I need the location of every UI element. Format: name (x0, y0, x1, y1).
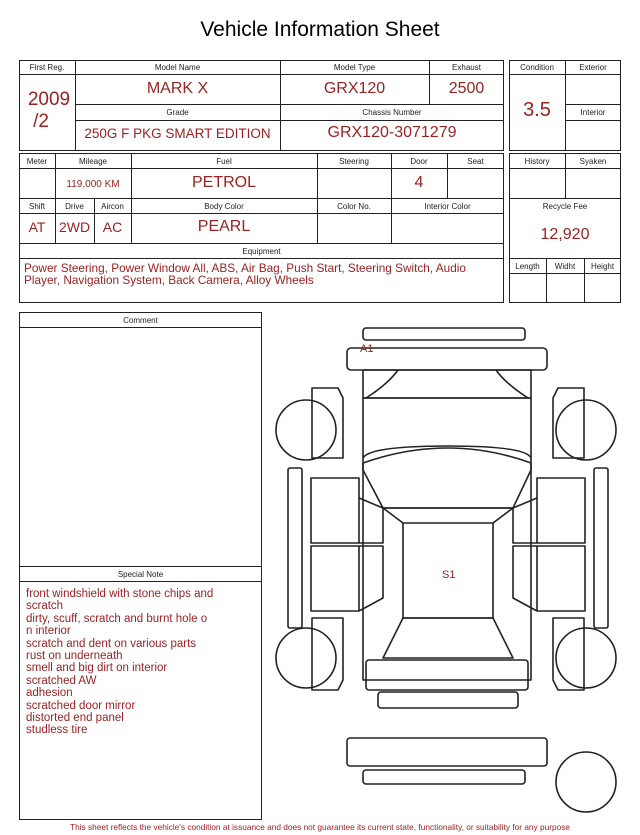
drive-label: Drive (65, 202, 84, 211)
right-rear-wheel (556, 628, 616, 688)
page-title: Vehicle Information Sheet (200, 18, 440, 41)
left-front-fender (312, 388, 343, 458)
mark-front: A1 (360, 343, 374, 355)
model-type-value: GRX120 (323, 80, 386, 97)
special-note-line: scratched door mirror (26, 699, 136, 712)
exhaust-value: 2500 (448, 80, 485, 97)
body-color-label: Body Color (204, 202, 244, 211)
rear-lower-part (363, 770, 525, 784)
recycle-fee-label: Recycle Fee (542, 202, 588, 211)
special-note-line: scratch and dent on various parts (26, 637, 197, 650)
condition-label: Condition (520, 63, 554, 72)
equipment-label: Equipment (242, 247, 281, 256)
special-note-line: n interior (26, 625, 71, 638)
roof-part (383, 508, 513, 523)
left-rear-wheel (276, 628, 336, 688)
fuel-label: Fuel (216, 157, 232, 166)
special-note-line: scratched AW (26, 674, 97, 687)
grade-value: 250G F PKG SMART EDITION (84, 126, 271, 141)
aircon-label: Aircon (101, 202, 124, 211)
drive-value: 2WD (58, 219, 91, 235)
front-lip-part (347, 348, 547, 370)
disclaimer-footer: This sheet reflects the vehicle's condition at issuance and does not guarantee its current state, functionality, or suitability for any purpose (70, 822, 570, 832)
special-note-label: Special Note (117, 570, 164, 579)
model-name-value: MARK X (146, 80, 209, 97)
special-note-line: smell and big dirt on interior (26, 662, 168, 675)
first-reg-year: 2009 (27, 89, 71, 110)
first-reg-label: First Reg. (29, 63, 65, 72)
interior-label: Interior (580, 108, 606, 117)
chassis-number-value: GRX120-3071279 (327, 124, 457, 141)
chassis-number-label: Chassis Number (362, 108, 422, 117)
right-front-wheel (556, 400, 616, 460)
exhaust-label: Exhaust (452, 63, 481, 72)
steering-label: Steering (339, 157, 369, 166)
special-note-line: distorted end panel (26, 712, 124, 725)
mileage-label: Mileage (78, 157, 107, 166)
door-label: Door (410, 157, 428, 166)
special-notes-list (26, 588, 260, 737)
left-rear-door (311, 546, 359, 611)
history-label: History (524, 157, 550, 166)
special-note-line: adhesion (26, 687, 73, 700)
special-note-line: dirty, scuff, scratch and burnt hole o (26, 612, 208, 625)
meter-label: Meter (26, 157, 48, 166)
model-name-label: Model Name (154, 63, 201, 72)
shift-value: AT (28, 219, 46, 235)
aircon-value: AC (102, 219, 123, 235)
windshield-part (363, 448, 531, 508)
fuel-value: PETROL (191, 174, 256, 191)
height-label: Height (590, 262, 615, 271)
special-note-line: scratch (26, 600, 64, 613)
right-front-door (537, 478, 585, 543)
special-note-line: studless tire (26, 724, 88, 737)
right-rear-door (537, 546, 585, 611)
equipment-line-2: Player, Navigation System, Back Camera, Alloy Wheels (24, 273, 314, 287)
color-no-label: Color No. (337, 202, 371, 211)
left-front-door (311, 478, 359, 543)
comment-label: Comment (123, 316, 158, 325)
vehicle-damage-diagram (268, 318, 628, 820)
rear-panel-part (378, 692, 518, 708)
left-sill (288, 468, 302, 628)
hood-part (363, 370, 531, 398)
interior-color-label: Interior Color (424, 202, 471, 211)
first-reg-month: /2 (33, 111, 49, 132)
spare-wheel (556, 752, 616, 812)
special-note-line: rust on underneath (26, 650, 123, 663)
front-bumper-part (363, 328, 525, 340)
condition-value: 3.5 (523, 99, 551, 121)
grade-label: Grade (166, 108, 189, 117)
right-sill (594, 468, 608, 628)
rear-window-part (383, 618, 513, 658)
mileage-value: 119,000 KM (66, 179, 120, 190)
mark-side: S1 (442, 569, 456, 581)
body-outline (363, 398, 531, 458)
exterior-label: Exterior (579, 63, 607, 72)
rear-bumper-part (347, 738, 547, 766)
equipment-line-1: Power Steering, Power Window All, ABS, Air Bag, Push Start, Steering Switch, Audio (24, 261, 466, 275)
body-color-value: PEARL (197, 218, 251, 235)
door-value: 4 (414, 174, 424, 191)
length-label: Length (515, 262, 540, 271)
special-note-line: front windshield with stone chips and (26, 588, 214, 600)
seat-label: Seat (467, 157, 484, 166)
syaken-label: Syaken (579, 157, 607, 166)
trunk-part (366, 660, 528, 690)
recycle-fee-value: 12,920 (540, 226, 590, 243)
left-front-wheel (276, 400, 336, 460)
width-label: Widht (554, 262, 576, 271)
model-type-label: Model Type (333, 63, 376, 72)
shift-label: Shift (28, 202, 45, 211)
